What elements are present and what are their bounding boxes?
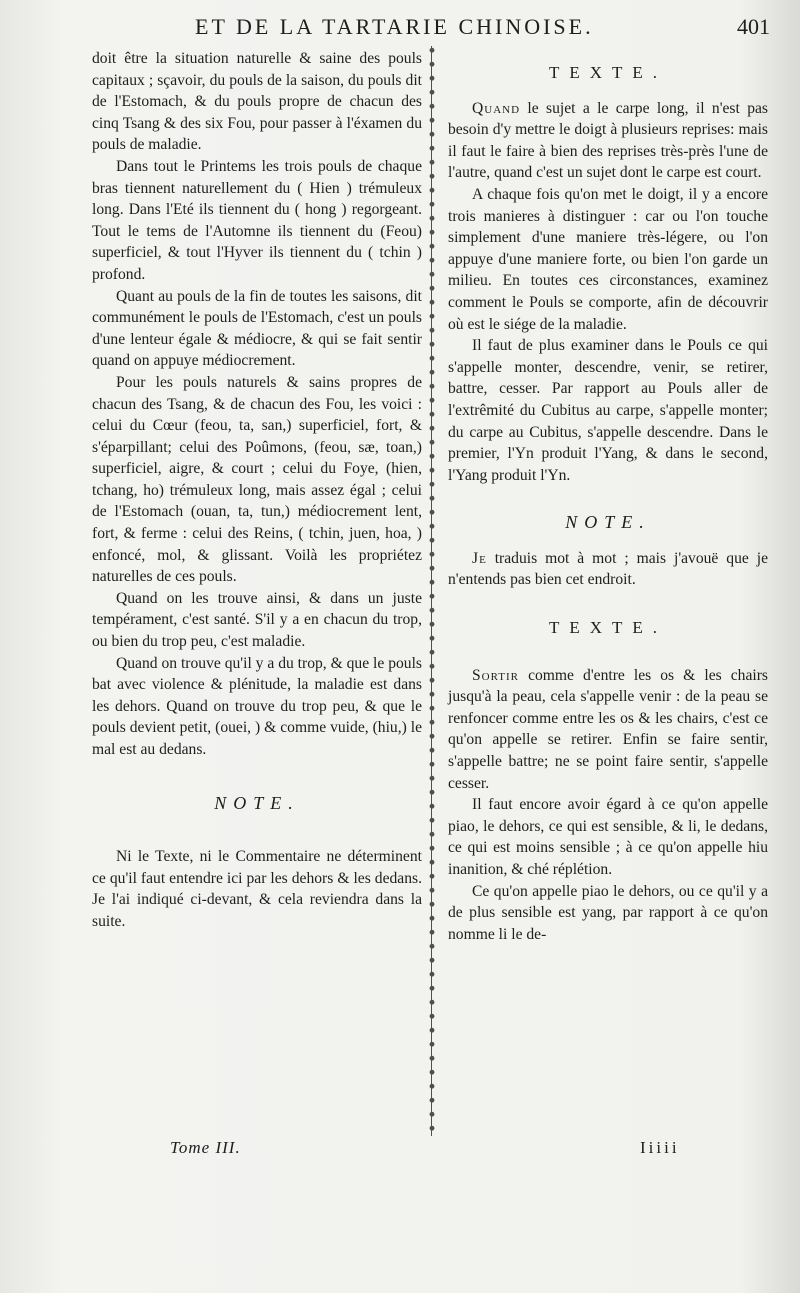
lead-word: Sortir	[472, 666, 520, 684]
page-number: 401	[737, 14, 770, 39]
paragraph	[448, 665, 768, 795]
paragraph: Quand on les trouve ainsi, & dans un juste tempérament, c'est santé. S'il y a en chacun du trop, ou bien du trop peu, c'est maladie.	[92, 589, 422, 651]
volume-label: Tome III.	[170, 1138, 241, 1157]
paragraph	[448, 548, 768, 591]
ornamental-column-divider	[424, 46, 440, 1136]
paragraph-text: le sujet a le carpe long, il n'est pas besoin d'y mettre le doigt à plusieurs reprises: mais il faut le faire à bien des reprises très-près l'une de l'autre, quand c'est un sujet dont le carpe est court.	[448, 99, 768, 182]
paragraph: doit être la situation naturelle & saine des pouls capitaux ; sçavoir, du pouls de la saison, du pouls dit de l'Estomach, & du pouls propre de chacun des cinq Tsang & des six Fou, pour passer à l'éxamen du pouls de maladie.	[92, 50, 422, 154]
texte-heading: TEXTE.	[548, 63, 668, 82]
paragraph: Ce qu'on appelle piao le dehors, ou ce qu'il y a de plus sensible est yang, par rapport à ce qu'on nomme li le de-	[448, 882, 768, 943]
lead-word: Quand	[472, 99, 521, 117]
signature-mark: Iiiii	[640, 1138, 680, 1157]
paragraph: Quand on trouve qu'il y a du trop, & que le pouls bat avec violence & plénitude, la maladie est dans les dehors. Quand on trouve du trop peu, & que le pouls devient petit, (ouei, ) & comme vuide, (hiu,) le mal est au dedans.	[92, 654, 422, 758]
paragraph: Pour les pouls naturels & sains propres de chacun des Tsang, & de chacun des Fou, les voici : celui du Cœur (feou, ta, san,) superficiel, fort, & s'éparpillant; celui des Poûmons, (feou, sæ, toan,) superficiel, aigre, & court ; celui du Foye, (hien, tchang, ho) trémuleux long, mais assez égal ; celui de l'Estomach (ouan, ta, tun,) médiocrement lent, fort, & ferme : celui des Reins, ( tchin, juen, hoa, ) enfoncé, mol, & glissant. Voilà les propriétez naturelles de ces pouls.	[92, 373, 422, 586]
paragraph-text: comme d'entre les os & les chairs jusqu'à la peau, cela s'appelle venir : de la peau se renfoncer comme entre les os & les chairs, c'est ce qu'on appelle se retirer. Enfin se faire sentir, s'appelle battre; ne se point faire sentir, s'appelle cesser.	[448, 666, 768, 792]
paragraph: A chaque fois qu'on met le doigt, il y a encore trois manieres à distinguer : car ou l'on touche simplement d'une maniere très-légere, ou l'on appuye d'une maniere forte, ou bien l'on garde un milieu. En toutes ces circonstances, examinez comment le Pouls se comporte, afin de découvrir où est le siége de la maladie.	[448, 185, 768, 333]
paragraph: Ni le Texte, ni le Commentaire ne déterminent ce qu'il faut entendre ici par les dehors & les dedans. Je l'ai indiqué ci-devant, & cela reviendra dans la suite.	[92, 848, 422, 930]
left-column	[92, 48, 422, 933]
paragraph-text: traduis mot à mot ; mais j'avouë que je n'entends pas bien cet endroit.	[448, 549, 768, 589]
paragraph: Dans tout le Printems les trois pouls de chaque bras tiennent naturellement du ( Hien ) trémuleux long. Dans l'Eté ils tiennent du ( hong ) regorgeant. Tout le tems de l'Automne ils tiennent du (Feou) superficiel, & tout l'Hyver ils tiennent du ( tchin ) profond.	[92, 157, 422, 283]
note-heading: NOTE.	[565, 512, 651, 533]
paragraph: Quant au pouls de la fin de toutes les saisons, dit communément le pouls de l'Estomach, c'est un pouls d'une lenteur égale & médiocre, & qui se fait sentir quand on appuye médiocrement.	[92, 287, 422, 370]
running-title: ET DE LA TARTARIE CHINOISE.	[195, 14, 594, 39]
texte-heading: TEXTE.	[548, 618, 668, 638]
paragraph: Il faut encore avoir égard à ce qu'on appelle piao, le dehors, ce qui est sensible, & li, le dedans, ce qui est moins sensible ; à ce qu'on appelle hiu inanition, & ché réplétion.	[448, 796, 768, 878]
paragraph: Il faut de plus examiner dans le Pouls ce qui s'appelle monter, descendre, venir, se retirer, battre, cesser. Par rapport au Pouls aller de l'extrêmité du Cubitus au carpe, s'appelle monter; du carpe au Cubitus, s'appelle descendre. Dans le premier, l'Yn produit l'Yang, & dans le second, l'Yang produit l'Yn.	[448, 337, 768, 484]
note-heading: NOTE.	[214, 792, 300, 813]
lead-word: Je	[472, 549, 487, 567]
right-column	[448, 48, 768, 945]
paragraph	[448, 98, 768, 184]
